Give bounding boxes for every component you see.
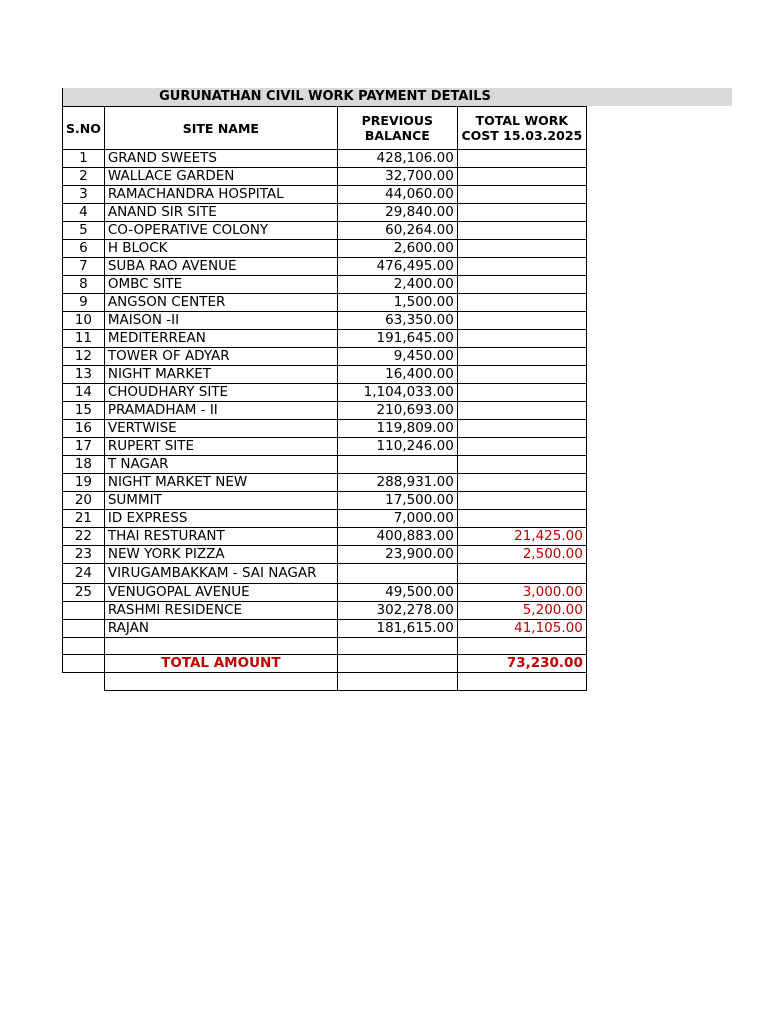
empty-cell	[63, 673, 105, 690]
trailing-row	[63, 673, 587, 690]
row-sno: 5	[63, 222, 105, 240]
row-total-work-cost	[457, 510, 586, 528]
table-row	[63, 276, 587, 294]
row-total-work-cost	[457, 258, 586, 276]
row-previous-balance: 23,900.00	[337, 546, 457, 564]
row-previous-balance: 119,809.00	[337, 420, 457, 438]
row-site-name: NIGHT MARKET NEW	[104, 474, 337, 492]
empty-cell	[337, 655, 457, 673]
row-previous-balance: 32,700.00	[337, 168, 457, 186]
row-sno: 23	[63, 546, 105, 564]
row-previous-balance: 288,931.00	[337, 474, 457, 492]
sheet-title-bar	[62, 88, 732, 106]
row-total-work-cost	[457, 294, 586, 312]
table-row	[63, 312, 587, 330]
row-previous-balance	[337, 456, 457, 474]
header-cost-line1: TOTAL WORK	[475, 113, 569, 128]
row-site-name: CHOUDHARY SITE	[104, 384, 337, 402]
row-site-name: SUBA RAO AVENUE	[104, 258, 337, 276]
row-previous-balance: 9,450.00	[337, 348, 457, 366]
row-sno: 18	[63, 456, 105, 474]
row-previous-balance: 428,106.00	[337, 150, 457, 168]
row-site-name: NIGHT MARKET	[104, 366, 337, 384]
row-site-name: T NAGAR	[104, 456, 337, 474]
table-row	[63, 420, 587, 438]
row-sno: 21	[63, 510, 105, 528]
table-row	[63, 330, 587, 348]
table-row	[63, 294, 587, 312]
row-sno: 9	[63, 294, 105, 312]
table-row	[63, 384, 587, 402]
header-sno: S.NO	[63, 107, 105, 150]
row-total-work-cost: 5,200.00	[457, 602, 586, 620]
header-cost-line2: COST 15.03.2025	[461, 128, 583, 143]
table-row	[63, 402, 587, 420]
row-previous-balance: 181,615.00	[337, 620, 457, 638]
row-previous-balance: 44,060.00	[337, 186, 457, 204]
row-sno: 25	[63, 584, 105, 602]
row-sno: 2	[63, 168, 105, 186]
row-sno: 17	[63, 438, 105, 456]
row-total-work-cost	[457, 456, 586, 474]
row-site-name: THAI RESTURANT	[104, 528, 337, 546]
row-sno: 11	[63, 330, 105, 348]
header-row	[63, 107, 587, 150]
row-sno: 22	[63, 528, 105, 546]
row-total-work-cost: 21,425.00	[457, 528, 586, 546]
row-previous-balance: 2,600.00	[337, 240, 457, 258]
table-row	[63, 168, 587, 186]
row-total-work-cost	[457, 420, 586, 438]
row-sno: 3	[63, 186, 105, 204]
row-sno: 16	[63, 420, 105, 438]
row-previous-balance: 17,500.00	[337, 492, 457, 510]
table-row	[63, 510, 587, 528]
table-row	[63, 366, 587, 384]
row-sno: 20	[63, 492, 105, 510]
table-row	[63, 456, 587, 474]
table-row	[63, 186, 587, 204]
row-site-name: OMBC SITE	[104, 276, 337, 294]
row-sno: 24	[63, 564, 105, 584]
total-row	[63, 655, 587, 673]
row-previous-balance: 400,883.00	[337, 528, 457, 546]
table-row	[63, 474, 587, 492]
empty-row	[63, 638, 587, 655]
empty-cell	[457, 638, 586, 655]
row-site-name: SUMMIT	[104, 492, 337, 510]
row-previous-balance: 1,104,033.00	[337, 384, 457, 402]
row-site-name: RASHMI RESIDENCE	[104, 602, 337, 620]
row-total-work-cost	[457, 312, 586, 330]
row-total-work-cost	[457, 348, 586, 366]
row-total-work-cost	[457, 240, 586, 258]
row-total-work-cost	[457, 492, 586, 510]
header-previous-line1: PREVIOUS	[361, 113, 434, 128]
row-sno: 15	[63, 402, 105, 420]
table-row	[63, 546, 587, 564]
row-sno: 7	[63, 258, 105, 276]
table-row	[63, 620, 587, 638]
row-total-work-cost	[457, 384, 586, 402]
empty-cell	[337, 638, 457, 655]
row-previous-balance: 1,500.00	[337, 294, 457, 312]
row-sno: 14	[63, 384, 105, 402]
row-total-work-cost	[457, 564, 586, 584]
empty-cell	[457, 673, 586, 690]
row-total-work-cost	[457, 366, 586, 384]
row-site-name: MEDITERREAN	[104, 330, 337, 348]
table-row	[63, 564, 587, 584]
row-previous-balance: 302,278.00	[337, 602, 457, 620]
row-total-work-cost	[457, 474, 586, 492]
empty-cell	[337, 673, 457, 690]
row-previous-balance: 191,645.00	[337, 330, 457, 348]
table-row	[63, 150, 587, 168]
row-site-name: TOWER OF ADYAR	[104, 348, 337, 366]
header-site-name: SITE NAME	[104, 107, 337, 150]
row-site-name: ANGSON CENTER	[104, 294, 337, 312]
row-site-name: H BLOCK	[104, 240, 337, 258]
table-row	[63, 258, 587, 276]
table-row	[63, 602, 587, 620]
header-total-work-cost	[457, 107, 586, 150]
row-total-work-cost: 3,000.00	[457, 584, 586, 602]
row-previous-balance	[337, 564, 457, 584]
row-sno: 4	[63, 204, 105, 222]
row-site-name: WALLACE GARDEN	[104, 168, 337, 186]
row-sno: 8	[63, 276, 105, 294]
row-total-work-cost: 2,500.00	[457, 546, 586, 564]
table-row	[63, 204, 587, 222]
row-site-name: RAMACHANDRA HOSPITAL	[104, 186, 337, 204]
total-value: 73,230.00	[457, 655, 586, 673]
row-site-name: MAISON -II	[104, 312, 337, 330]
row-sno: 13	[63, 366, 105, 384]
row-sno: 19	[63, 474, 105, 492]
row-total-work-cost: 41,105.00	[457, 620, 586, 638]
row-total-work-cost	[457, 168, 586, 186]
row-total-work-cost	[457, 402, 586, 420]
row-site-name: NEW YORK PIZZA	[104, 546, 337, 564]
row-total-work-cost	[457, 186, 586, 204]
sheet-title: GURUNATHAN CIVIL WORK PAYMENT DETAILS	[159, 89, 491, 104]
row-total-work-cost	[457, 438, 586, 456]
row-sno	[63, 620, 105, 638]
row-total-work-cost	[457, 276, 586, 294]
row-previous-balance: 476,495.00	[337, 258, 457, 276]
row-sno: 12	[63, 348, 105, 366]
row-site-name: CO-OPERATIVE COLONY	[104, 222, 337, 240]
row-site-name: VIRUGAMBAKKAM - SAI NAGAR	[104, 564, 337, 584]
row-site-name: ANAND SIR SITE	[104, 204, 337, 222]
table-row	[63, 438, 587, 456]
row-total-work-cost	[457, 150, 586, 168]
table-body	[63, 150, 587, 638]
table-row	[63, 492, 587, 510]
empty-cell	[63, 655, 105, 673]
row-sno: 10	[63, 312, 105, 330]
row-previous-balance: 210,693.00	[337, 402, 457, 420]
row-previous-balance: 49,500.00	[337, 584, 457, 602]
table-row	[63, 528, 587, 546]
row-site-name: PRAMADHAM - II	[104, 402, 337, 420]
row-previous-balance: 16,400.00	[337, 366, 457, 384]
row-site-name: RUPERT SITE	[104, 438, 337, 456]
row-site-name: VERTWISE	[104, 420, 337, 438]
row-previous-balance: 60,264.00	[337, 222, 457, 240]
total-label: TOTAL AMOUNT	[104, 655, 337, 673]
empty-cell	[104, 673, 337, 690]
table-row	[63, 240, 587, 258]
row-total-work-cost	[457, 330, 586, 348]
row-site-name: VENUGOPAL AVENUE	[104, 584, 337, 602]
empty-cell	[104, 638, 337, 655]
header-previous-line2: BALANCE	[364, 128, 430, 143]
row-site-name: GRAND SWEETS	[104, 150, 337, 168]
row-previous-balance: 2,400.00	[337, 276, 457, 294]
row-site-name: RAJAN	[104, 620, 337, 638]
row-sno	[63, 602, 105, 620]
row-site-name: ID EXPRESS	[104, 510, 337, 528]
header-previous-balance	[337, 107, 457, 150]
row-previous-balance: 110,246.00	[337, 438, 457, 456]
row-previous-balance: 7,000.00	[337, 510, 457, 528]
table-row	[63, 584, 587, 602]
empty-cell	[63, 638, 105, 655]
row-sno: 1	[63, 150, 105, 168]
row-total-work-cost	[457, 222, 586, 240]
row-previous-balance: 29,840.00	[337, 204, 457, 222]
row-previous-balance: 63,350.00	[337, 312, 457, 330]
table-row	[63, 222, 587, 240]
row-sno: 6	[63, 240, 105, 258]
payment-table	[62, 106, 587, 691]
row-total-work-cost	[457, 204, 586, 222]
table-row	[63, 348, 587, 366]
